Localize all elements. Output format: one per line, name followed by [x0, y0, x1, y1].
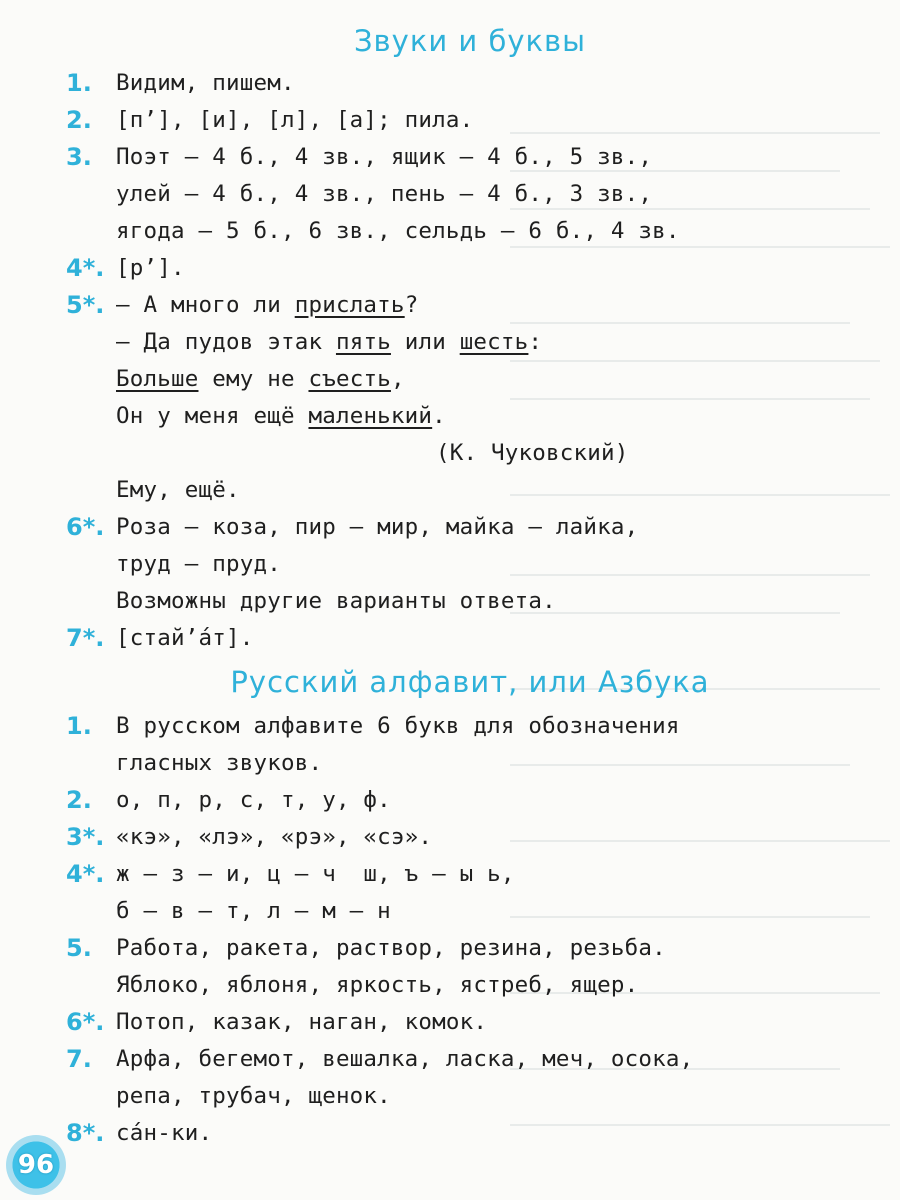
answer-line: Возможны другие варианты ответа. — [116, 588, 556, 614]
answer-line: Роза — коза, пир — мир, майка — лайка, — [116, 514, 639, 540]
item-number: 3*. — [66, 823, 105, 851]
answer-line: В русском алфавите 6 букв для обозначения — [116, 713, 680, 739]
item-number: 7. — [66, 1045, 92, 1073]
poem-line — [116, 290, 418, 320]
answer-line: Яблоко, яблоня, яркость, ястреб, ящер. — [116, 972, 639, 998]
poem-text: : — [528, 329, 543, 355]
item-number: 2. — [66, 106, 92, 134]
item-number: 5*. — [66, 291, 105, 319]
poem-text: Он у меня ещё — [116, 403, 309, 429]
page-number: 96 — [17, 1150, 55, 1180]
item-number: 2. — [66, 786, 92, 814]
item-number: 4*. — [66, 254, 105, 282]
item-number: 1. — [66, 69, 92, 97]
page-number-badge — [6, 1135, 66, 1195]
answer-line: [стай’а́т]. — [116, 625, 254, 651]
answer-line: Потоп, казак, наган, комок. — [116, 1009, 488, 1035]
answer-line: Ему, ещё. — [116, 477, 240, 503]
poem-text: ? — [404, 292, 419, 318]
answer-line: б — в — т, л — м — н — [116, 898, 391, 924]
item-number: 8*. — [66, 1119, 105, 1147]
answer-line: Работа, ракета, раствор, резина, резьба. — [116, 935, 666, 961]
poem-text: , — [390, 366, 405, 392]
poem-text: — А много ли — [116, 292, 295, 318]
poem-text: . — [432, 403, 446, 429]
answer-line: ягода — 5 б., 6 зв., сельдь — 6 б., 4 зв. — [116, 218, 680, 244]
underlined-word: шесть — [459, 329, 529, 355]
item-number: 3. — [66, 143, 92, 171]
item-number: 7*. — [66, 624, 105, 652]
answer-line: гласных звуков. — [116, 750, 323, 776]
poem-text: ему не — [198, 366, 309, 392]
answer-line: труд — пруд. — [116, 551, 281, 577]
item-number: 1. — [66, 712, 92, 740]
section-title-alphabet: Русский алфавит, или Азбука — [230, 665, 710, 699]
answer-line: [р’]. — [116, 255, 185, 281]
underlined-word: съесть — [308, 366, 391, 392]
underlined-word: прислать — [294, 292, 405, 318]
answer-line: репа, трубач, щенок. — [116, 1083, 391, 1109]
item-number: 6*. — [66, 513, 105, 541]
answer-line: Видим, пишем. — [116, 70, 295, 96]
underlined-word: пять — [335, 329, 391, 355]
poem-line — [116, 364, 405, 394]
poem-author: (К. Чуковский) — [436, 440, 629, 466]
answer-line: Арфа, бегемот, вешалка, ласка, меч, осока, — [116, 1046, 694, 1072]
answer-line: ж — з — и, ц — ч ш, ъ — ы ь, — [116, 861, 515, 887]
section-title-sounds-letters: Звуки и буквы — [353, 24, 587, 58]
answer-line: са́н-ки. — [116, 1120, 213, 1146]
answer-line: «кэ», «лэ», «рэ», «сэ». — [116, 824, 433, 850]
poem-line — [116, 327, 542, 357]
item-number: 4*. — [66, 860, 105, 888]
answer-line: улей — 4 б., 4 зв., пень — 4 б., 3 зв., — [116, 181, 653, 207]
underlined-word: Больше — [116, 366, 199, 392]
item-number: 6*. — [66, 1008, 105, 1036]
poem-text: или — [390, 329, 460, 355]
item-number: 5. — [66, 934, 92, 962]
poem-line — [116, 401, 446, 431]
poem-text: — Да пудов этак — [116, 329, 336, 355]
answer-line: Поэт — 4 б., 4 зв., ящик — 4 б., 5 зв., — [116, 144, 653, 170]
answer-line: [п’], [и], [л], [а]; пила. — [116, 107, 474, 133]
underlined-word: маленький — [308, 403, 433, 429]
answer-line: о, п, р, с, т, у, ф. — [116, 787, 391, 813]
